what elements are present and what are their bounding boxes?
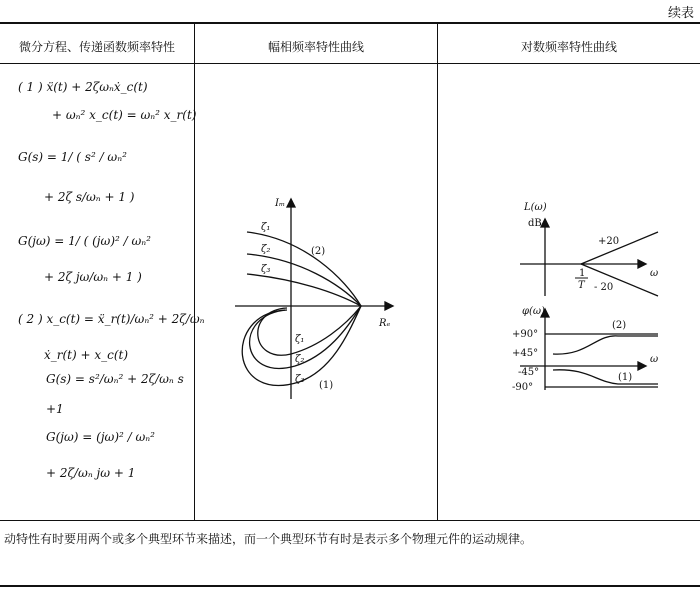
lower-zeta1-label: ζ₁ <box>295 334 305 345</box>
equation-line-1: ( 1 ) ẍ(t) + 2ζωₙẋ_c(t) <box>18 80 148 94</box>
phase-axis-label: φ(ω) <box>522 306 545 317</box>
equation-line-5: G(jω) = 1/ ( (jω)² / ωₙ² <box>18 234 151 248</box>
continued-table-label: 续表 <box>667 6 694 21</box>
minus20-label: - 20 <box>594 282 614 293</box>
upper-zeta2-label: ζ₂ <box>261 244 271 255</box>
plus20-label: +20 <box>598 236 620 247</box>
header-bode-plot: 对数频率特性曲线 <box>520 40 617 54</box>
upper-zeta3-label: ζ₃ <box>261 264 271 275</box>
equation-line-7: ( 2 ) x_c(t) = ẍ_r(t)/ωₙ² + 2ζ/ωₙ <box>18 312 205 326</box>
phase-zero-arrow <box>638 362 646 370</box>
bottom-rule <box>0 520 700 521</box>
minus45-label: -45° <box>518 367 540 378</box>
mag-minus20-asymptote <box>581 264 658 296</box>
curve1-zeta1 <box>258 306 361 355</box>
equation-line-10: +1 <box>46 402 64 416</box>
curve1-label: (1) <box>319 380 334 391</box>
mag-omega-label: ω <box>650 268 659 279</box>
break-freq-denominator: T <box>578 280 585 291</box>
db-label: dB <box>528 218 542 229</box>
phase-curve-1 <box>553 370 658 384</box>
curve2-label: (2) <box>311 246 326 257</box>
plus45-label: +45° <box>512 348 539 359</box>
mag-vertical-arrow <box>541 219 549 227</box>
minus90-label: -90° <box>512 382 534 393</box>
plus90-label: +90° <box>512 329 539 340</box>
header-differential-equations: 微分方程、传递函数频率特性 <box>18 40 175 54</box>
break-freq-numerator: 1 <box>579 268 586 279</box>
lower-zeta3-label: ζ₃ <box>295 374 305 385</box>
equation-line-3: G(s) = 1/ ( s² / ωₙ² <box>18 150 127 164</box>
phase-omega-label: ω <box>650 354 659 365</box>
header-nyquist-plot: 幅相频率特性曲线 <box>267 40 364 54</box>
imag-axis-arrow <box>287 199 295 207</box>
top-rule <box>0 22 700 24</box>
real-axis-arrow <box>385 302 393 310</box>
mag-horizontal-arrow <box>638 260 646 268</box>
phase-curve-2 <box>553 336 658 354</box>
equation-line-2: + ωₙ² x_c(t) = ωₙ² x_r(t) <box>52 108 197 122</box>
equation-line-11: G(jω) = (jω)² / ωₙ² <box>46 430 155 444</box>
curve1-zeta2 <box>250 306 361 368</box>
phase-curve2-label: (2) <box>612 320 627 331</box>
equation-line-6: + 2ζ jω/ωₙ + 1 ) <box>44 270 142 284</box>
mag-plus20-asymptote <box>581 232 658 264</box>
equation-line-9: G(s) = s²/ωₙ² + 2ζ/ωₙ s <box>46 372 184 386</box>
equation-line-12: + 2ζ/ωₙ jω + 1 <box>46 466 136 480</box>
mag-axis-label: L(ω) <box>524 202 547 213</box>
im-axis-label: Iₘ <box>275 198 286 209</box>
bode-plot <box>438 64 700 520</box>
phase-curve1-label: (1) <box>618 372 633 383</box>
lower-zeta2-label: ζ₂ <box>295 354 305 365</box>
footnote-text: 动特性有时要用两个或多个典型环节来描述，而一个典型环节有时是表示多个物理元件的运动规律。 <box>4 532 533 546</box>
re-axis-label: Rₑ <box>379 318 391 329</box>
equation-line-4: + 2ζ s/ωₙ + 1 ) <box>44 190 135 204</box>
footer-rule <box>0 585 700 587</box>
nyquist-plot <box>195 64 437 520</box>
upper-zeta1-label: ζ₁ <box>261 222 271 233</box>
equation-line-8: ẋ_r(t) + x_c(t) <box>44 348 129 362</box>
